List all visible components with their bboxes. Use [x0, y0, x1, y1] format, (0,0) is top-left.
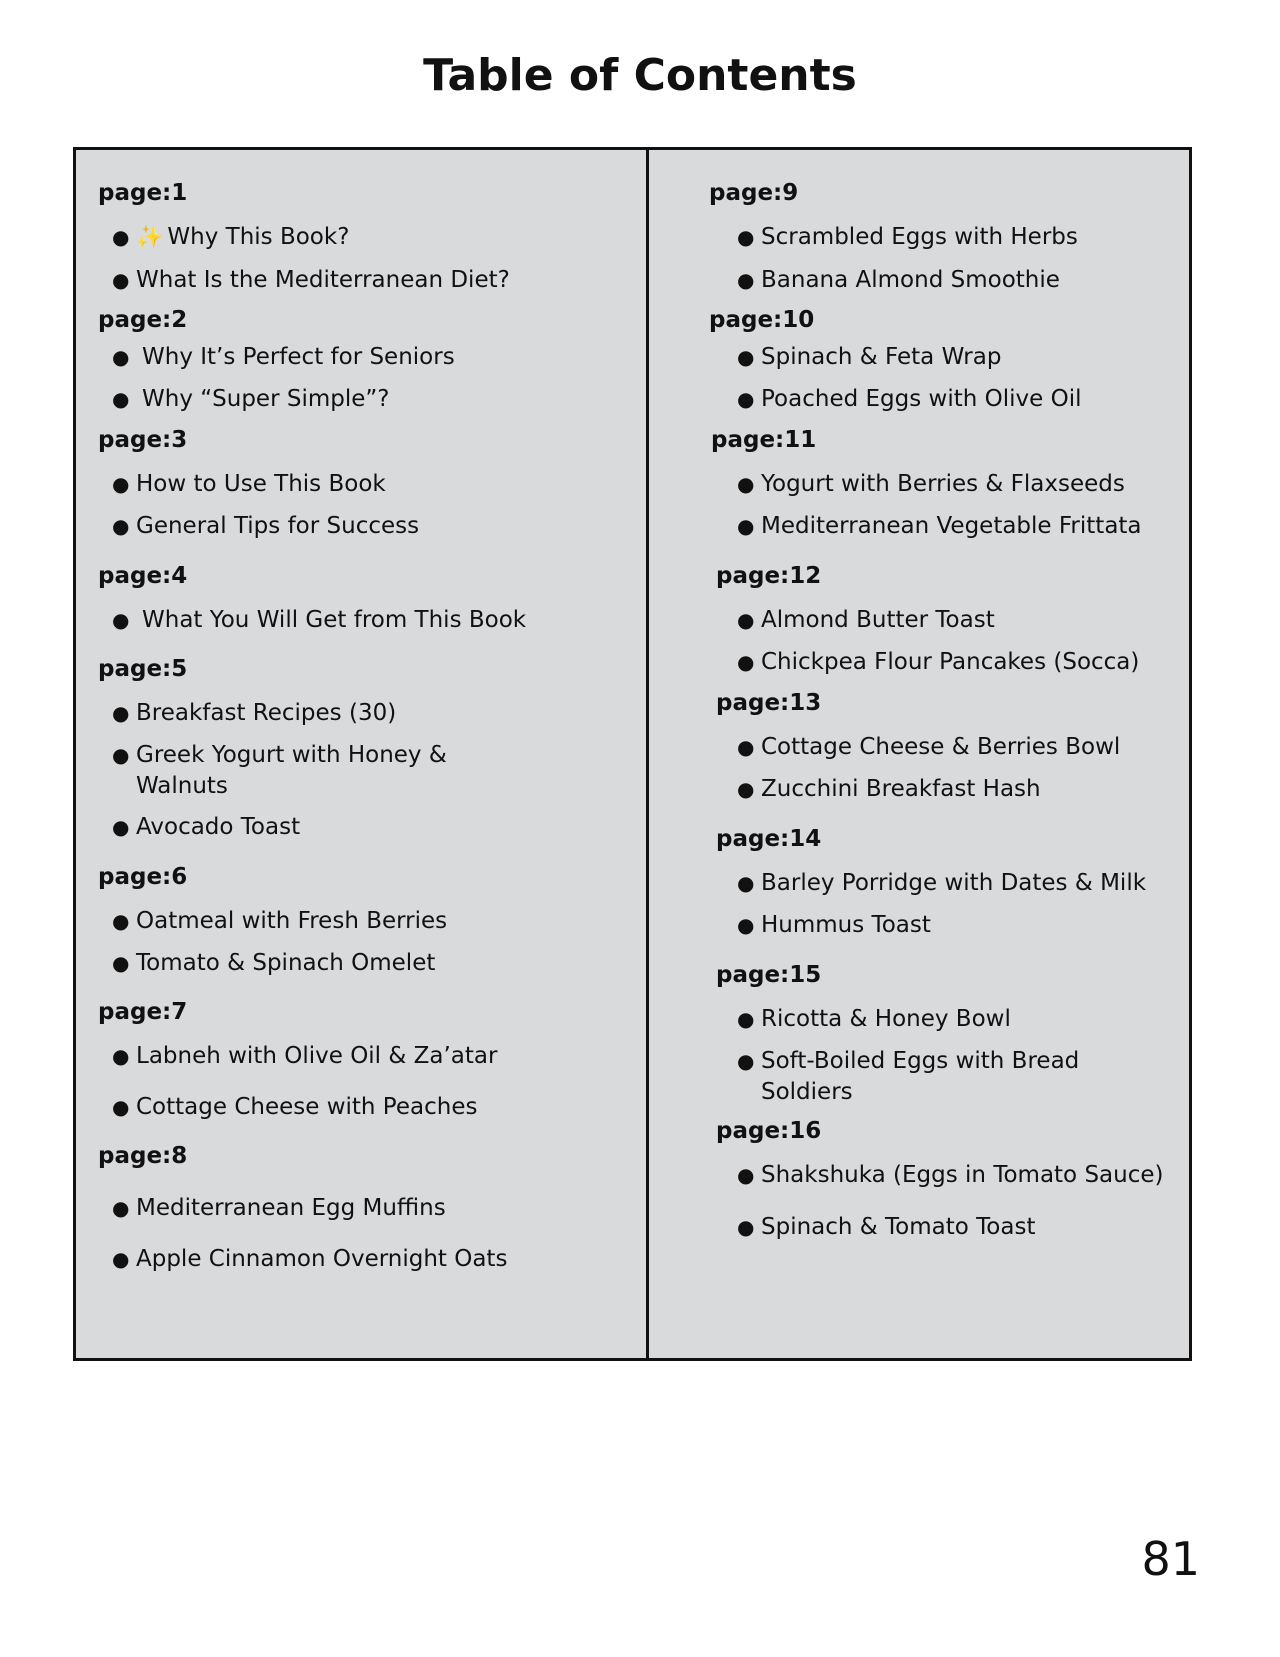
bullet-icon: ● [737, 225, 755, 249]
list-item: ● Barley Porridge with Dates & Milk [761, 868, 1146, 899]
section-heading: page:11 [711, 427, 817, 453]
list-item: ● Why “Super Simple”? [142, 384, 390, 415]
list-item: ● Oatmeal with Fresh Berries [136, 906, 447, 937]
list-item: ● Almond Butter Toast [761, 605, 995, 636]
bullet-icon: ● [737, 1215, 755, 1239]
bullet-icon: ● [112, 387, 130, 411]
list-item: ● Scrambled Eggs with Herbs [761, 222, 1078, 253]
section-heading: page:13 [716, 690, 822, 716]
section-heading: page:3 [98, 427, 188, 453]
bullet-icon: ● [112, 951, 130, 975]
toc-right-column [649, 150, 1189, 1358]
bullet-icon: ● [737, 650, 755, 674]
bullet-icon: ● [112, 608, 130, 632]
list-item: ● Hummus Toast [761, 910, 931, 941]
bullet-icon: ● [112, 1095, 130, 1119]
bullet-icon: ● [112, 743, 130, 767]
bullet-icon: ● [112, 268, 130, 292]
list-item: ● Banana Almond Smoothie [761, 265, 1060, 296]
section-heading: page:7 [98, 999, 188, 1025]
page-number: 81 [1141, 1532, 1200, 1586]
bullet-icon: ● [112, 1044, 130, 1068]
list-item: ● Spinach & Tomato Toast [761, 1212, 1035, 1243]
list-item: ● Mediterranean Egg Muffins [136, 1193, 446, 1224]
list-item: ● Labneh with Olive Oil & Za’atar [136, 1041, 497, 1072]
bullet-icon: ● [112, 472, 130, 496]
bullet-icon: ● [112, 815, 130, 839]
section-heading: page:14 [716, 826, 822, 852]
bullet-icon: ● [737, 913, 755, 937]
bullet-icon: ● [737, 777, 755, 801]
table-of-contents [73, 147, 1192, 1361]
list-item: ● Cottage Cheese with Peaches [136, 1092, 477, 1123]
list-item: ● Yogurt with Berries & Flaxseeds [761, 469, 1125, 500]
bullet-icon: ● [112, 1196, 130, 1220]
list-item: ● ✨ Why This Book? [136, 222, 349, 253]
section-heading: page:1 [98, 180, 188, 206]
list-item: ● Cottage Cheese & Berries Bowl [761, 732, 1120, 763]
list-item: ● Breakfast Recipes (30) [136, 698, 396, 729]
page-title: Table of Contents [423, 50, 857, 101]
list-item: ● Chickpea Flour Pancakes (Socca) [761, 647, 1139, 678]
list-item: ● How to Use This Book [136, 469, 386, 500]
list-item: ● Zucchini Breakfast Hash [761, 774, 1041, 805]
list-item: ● Mediterranean Vegetable Frittata [761, 511, 1142, 542]
bullet-icon: ● [112, 1247, 130, 1271]
bullet-icon: ● [737, 514, 755, 538]
section-heading: page:10 [709, 307, 815, 333]
list-item: ● What You Will Get from This Book [142, 605, 526, 636]
section-heading: page:16 [716, 1118, 822, 1144]
list-item: ● What Is the Mediterranean Diet? [136, 265, 510, 296]
section-heading: page:15 [716, 962, 822, 988]
list-item: ● Apple Cinnamon Overnight Oats [136, 1244, 507, 1275]
bullet-icon: ● [737, 268, 755, 292]
bullet-icon: ● [112, 225, 130, 249]
bullet-icon: ● [112, 514, 130, 538]
section-heading: page:2 [98, 307, 188, 333]
bullet-icon: ● [737, 735, 755, 759]
section-heading: page:5 [98, 656, 188, 682]
list-item: ● Shakshuka (Eggs in Tomato Sauce) [761, 1160, 1163, 1191]
bullet-icon: ● [112, 701, 130, 725]
list-item: ● Soft-Boiled Eggs with Bread Soldiers [737, 1048, 1080, 1105]
list-item: ● Why It’s Perfect for Seniors [142, 342, 455, 373]
list-item: ● Avocado Toast [136, 812, 300, 843]
section-heading: page:12 [716, 563, 822, 589]
bullet-icon: ● [737, 608, 755, 632]
list-item: ● Tomato & Spinach Omelet [136, 948, 435, 979]
bullet-icon: ● [737, 1049, 755, 1073]
bullet-icon: ● [737, 871, 755, 895]
sparkle-icon: ✨ [136, 225, 164, 250]
list-item: ● Ricotta & Honey Bowl [761, 1004, 1011, 1035]
bullet-icon: ● [737, 1163, 755, 1187]
list-item: ● Greek Yogurt with Honey & Walnuts [112, 742, 447, 799]
list-item: ● Poached Eggs with Olive Oil [761, 384, 1081, 415]
list-item: ● Spinach & Feta Wrap [761, 342, 1001, 373]
bullet-icon: ● [737, 387, 755, 411]
section-heading: page:6 [98, 864, 188, 890]
bullet-icon: ● [737, 1007, 755, 1031]
section-heading: page:4 [98, 563, 188, 589]
section-heading: page:9 [709, 180, 799, 206]
bullet-icon: ● [737, 345, 755, 369]
section-heading: page:8 [98, 1143, 188, 1169]
toc-left-column [76, 150, 646, 1358]
bullet-icon: ● [112, 345, 130, 369]
bullet-icon: ● [737, 472, 755, 496]
list-item: ● General Tips for Success [136, 511, 419, 542]
bullet-icon: ● [112, 909, 130, 933]
